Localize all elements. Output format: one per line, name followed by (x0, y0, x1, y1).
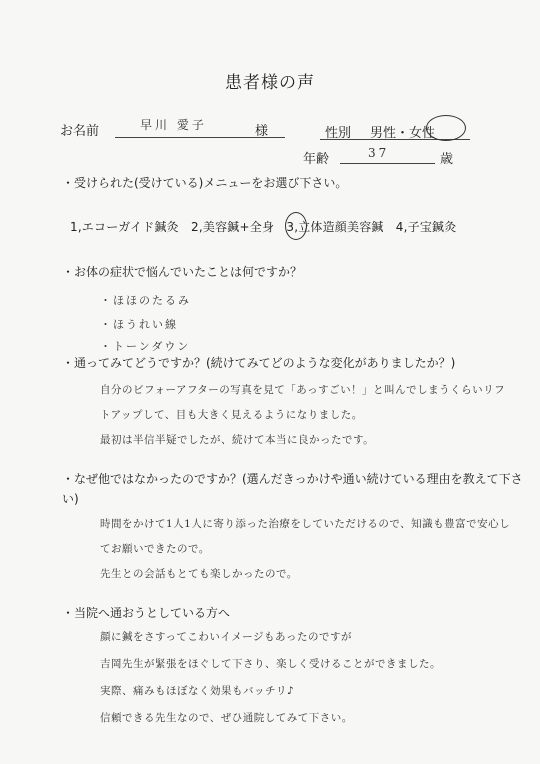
age-label: 年齢 (303, 152, 330, 167)
answer-line: 顔に鍼をさすってこわいイメージもあったのですが (100, 631, 352, 643)
symptom-item: ・ほうれい線 (100, 318, 178, 331)
symptom-item: ・トーンダウン (100, 340, 191, 353)
menu-selection-circle (285, 212, 307, 240)
gender-label: 性別 (325, 126, 352, 141)
age-value: 37 (368, 146, 390, 160)
answer-line: 実際、痛みもほぼなく効果もバッチリ♪ (100, 685, 295, 697)
age-underline (340, 163, 435, 164)
answer-line: 先生との会話もとても楽しかったので。 (100, 568, 298, 580)
answer-line: 吉岡先生が緊張をほぐして下さり、楽しく受けることができました。 (100, 658, 441, 670)
answer-line: 時間をかけて1人1人に寄り添った治療をしていただけるので、知識も豊富で安心してお願いできたので。 (100, 518, 511, 555)
symptom-item: ・ほほのたるみ (100, 294, 191, 307)
page-title: 患者様の声 (225, 73, 315, 93)
answer-line: 自分のビフォーアフターの写真を見て「あっすごい！」と叫んでしまうくらいリフトアップして、目も大きく見えるようになりました。 (100, 384, 506, 421)
gender-options: 男性・女性 (370, 126, 436, 141)
gender-selection-circle (426, 115, 466, 141)
question-message: ・当院へ通おうとしている方へ (62, 606, 231, 620)
question-change: ・通ってみてどうですか？(続けてみてどのような変化がありましたか？) (62, 356, 456, 370)
answer-message (100, 624, 520, 732)
honorific: 様 (255, 124, 269, 139)
question-menu: ・受けられた(受けている)メニューをお選び下さい。 (62, 176, 348, 190)
name-value: 早川 愛子 (140, 118, 207, 132)
question-symptoms: ・お体の症状で悩んでいたことは何ですか？ (62, 265, 303, 279)
question-reason-line1: ・なぜ他ではなかったのですか？(選んだきっかけや通い続けている理由を教えて下さ (62, 472, 523, 486)
answer-line: 最初は半信半疑でしたが、続けて本当に良かったです。 (100, 434, 375, 446)
age-unit: 歳 (440, 152, 454, 167)
menu-options: 1,エコーガイド鍼灸 2,美容鍼+全身 3,立体造顔美容鍼 4,子宝鍼灸 (70, 220, 457, 234)
answer-change (100, 378, 512, 453)
question-reason-line2: い) (62, 492, 79, 506)
name-label: お名前 (60, 124, 100, 139)
answer-line: 信頼できる先生なので、ぜひ通院してみて下さい。 (100, 712, 353, 724)
answer-reason (100, 512, 512, 587)
